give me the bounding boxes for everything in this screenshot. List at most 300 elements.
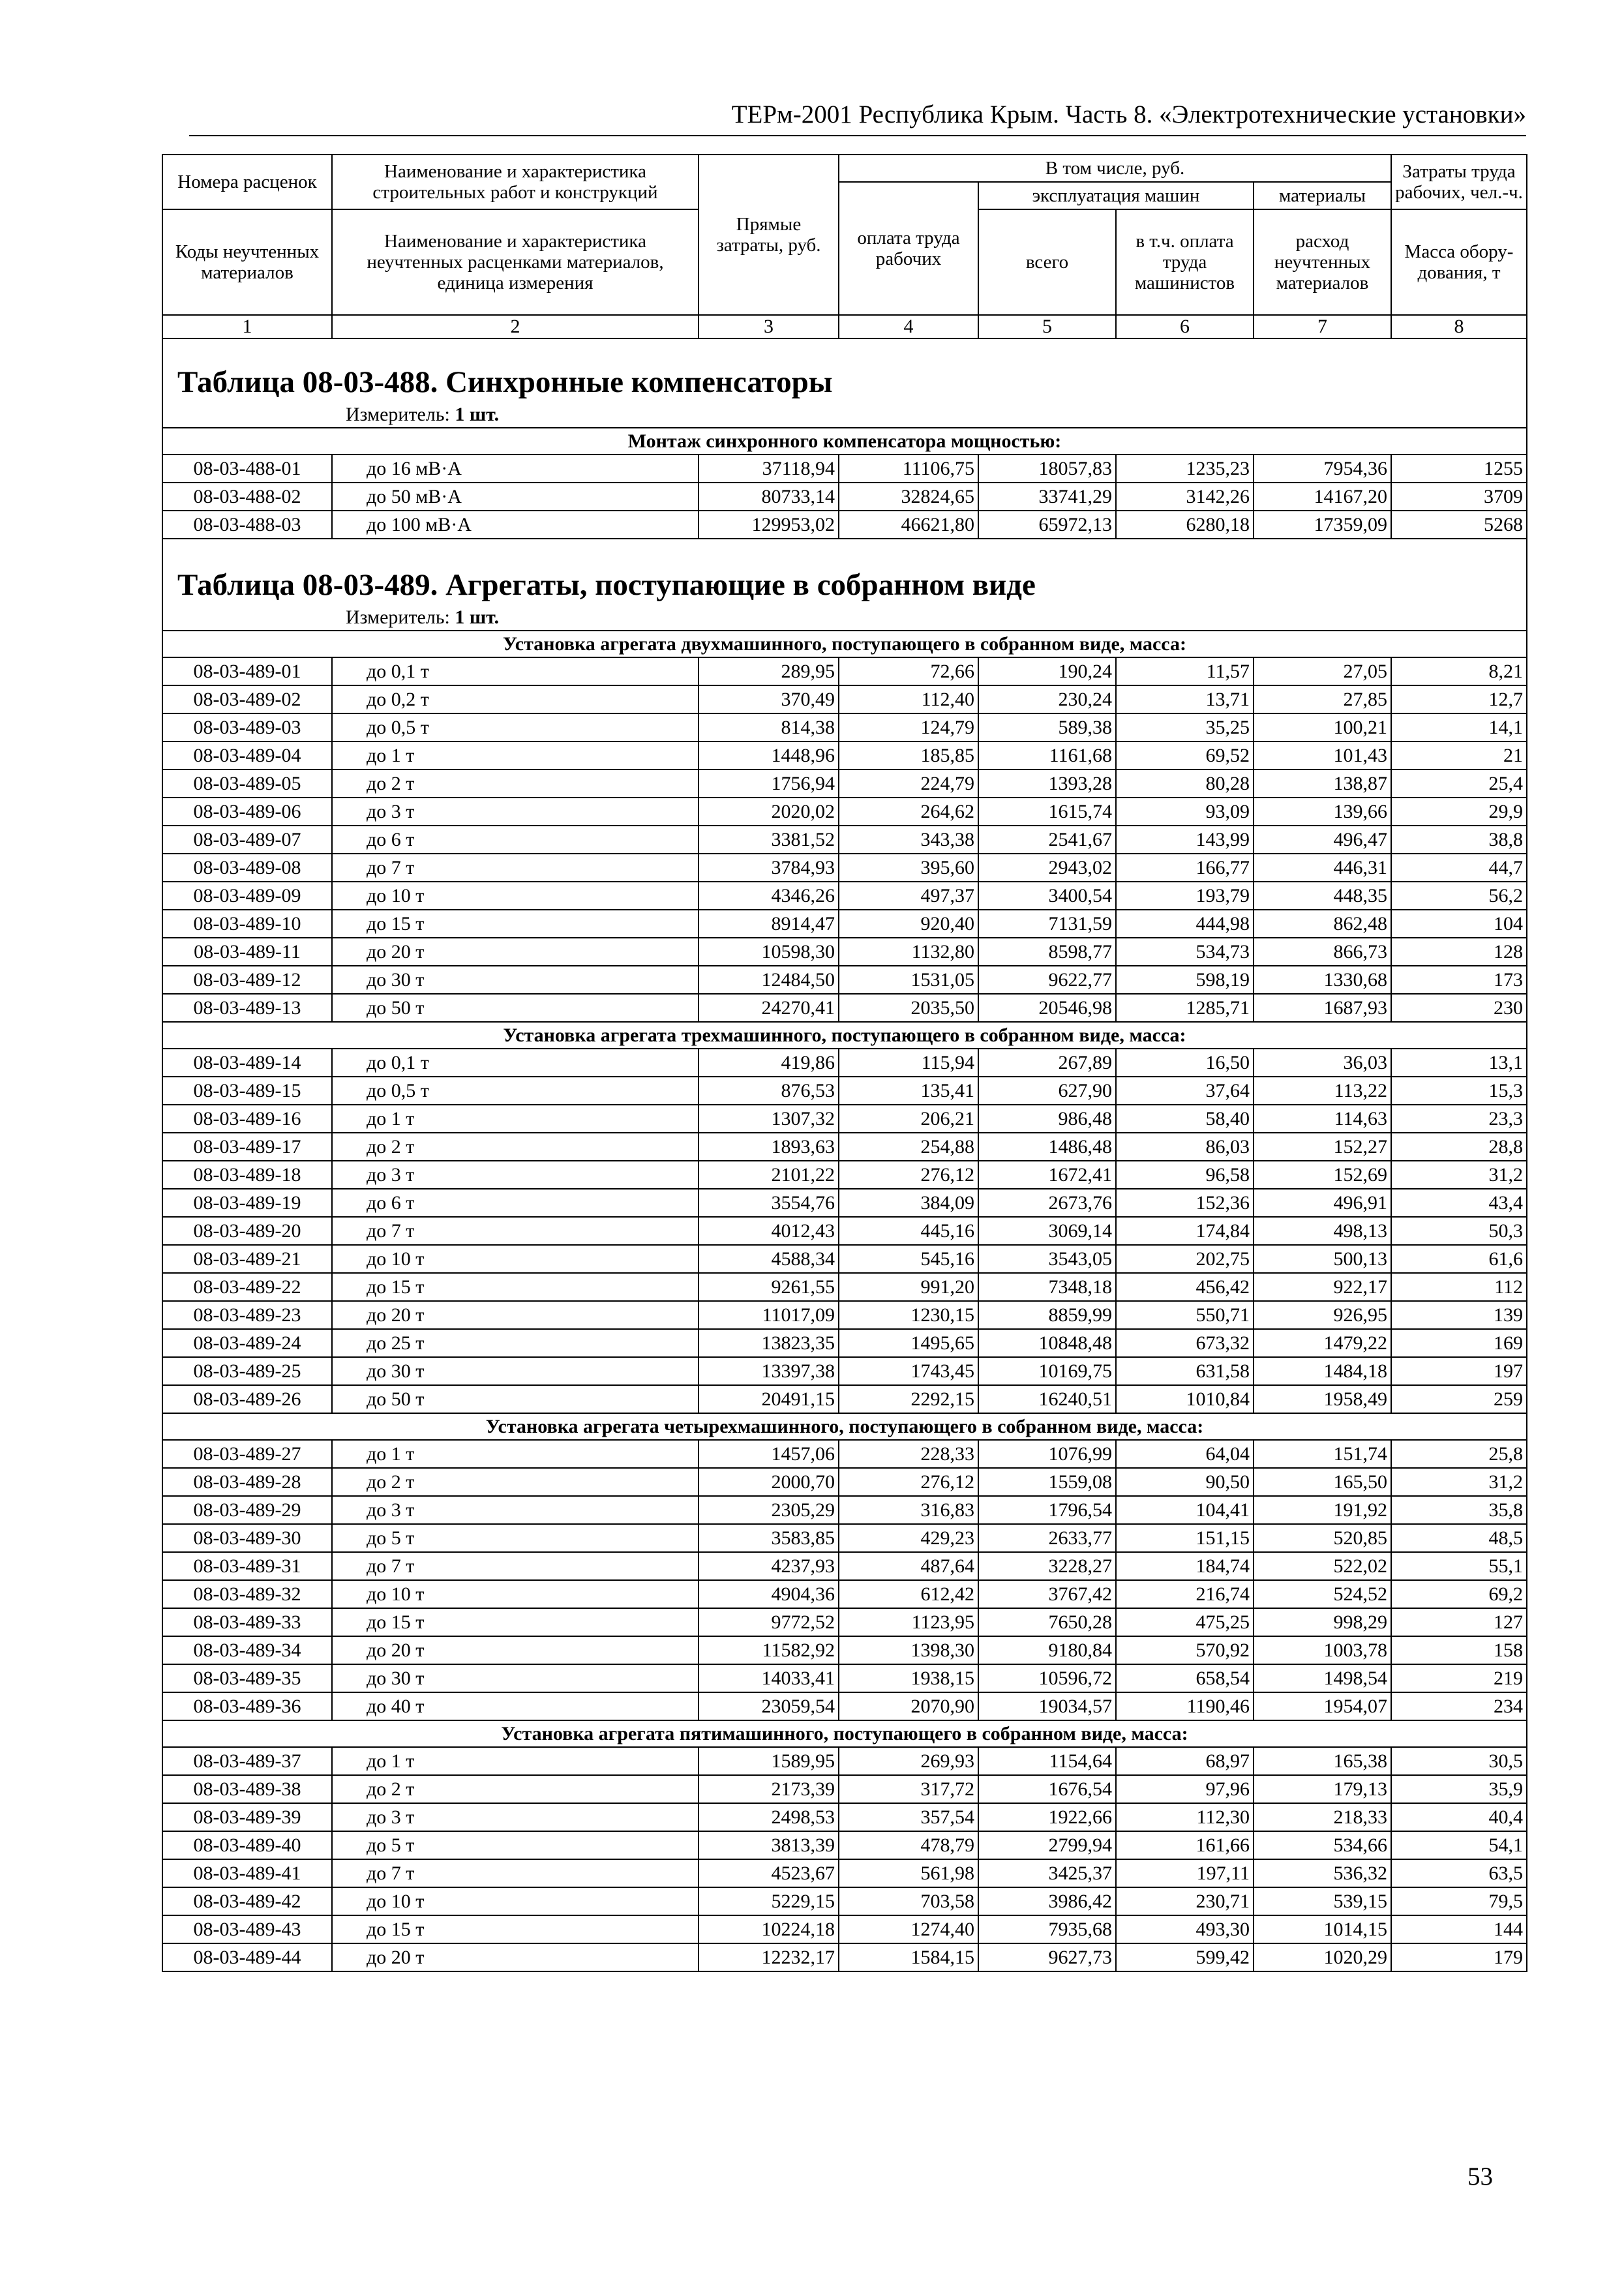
direct-costs: 24270,41 [699,994,839,1022]
group-header-row [162,1413,1527,1440]
worker-pay: 2292,15 [839,1385,978,1413]
worker-pay: 561,98 [839,1859,978,1887]
worker-pay: 478,79 [839,1831,978,1859]
labor-hours: 25,8 [1391,1440,1527,1468]
machine-costs: 2943,02 [978,854,1116,882]
work-name: до 6 т [332,826,699,854]
direct-costs: 419,86 [699,1049,839,1077]
work-name: до 10 т [332,1580,699,1608]
materials-cost: 534,66 [1254,1831,1391,1859]
measure-value: 1 шт. [455,606,500,628]
direct-costs: 814,38 [699,713,839,741]
machine-costs: 190,24 [978,657,1116,685]
materials-cost: 500,13 [1254,1245,1391,1273]
materials-cost: 998,29 [1254,1608,1391,1636]
machine-costs: 9180,84 [978,1636,1116,1664]
work-name: до 3 т [332,798,699,826]
materials-cost: 1020,29 [1254,1943,1391,1971]
operator-pay: 86,03 [1116,1133,1254,1161]
materials-cost: 1484,18 [1254,1357,1391,1385]
labor-hours: 169 [1391,1329,1527,1357]
rate-code: 08-03-489-35 [162,1664,332,1692]
operator-pay: 658,54 [1116,1664,1254,1692]
machine-costs: 9627,73 [978,1943,1116,1971]
labor-hours: 61,6 [1391,1245,1527,1273]
materials-cost: 862,48 [1254,910,1391,938]
labor-hours: 259 [1391,1385,1527,1413]
rate-code: 08-03-489-44 [162,1943,332,1971]
worker-pay: 276,12 [839,1161,978,1189]
operator-pay: 202,75 [1116,1245,1254,1273]
table-row [162,1803,1527,1831]
machine-costs: 2541,67 [978,826,1116,854]
operator-pay: 13,71 [1116,685,1254,713]
table-row [162,1915,1527,1943]
operator-pay: 58,40 [1116,1105,1254,1133]
table-row [162,994,1527,1022]
machine-costs: 3400,54 [978,882,1116,910]
machine-costs: 3425,37 [978,1859,1116,1887]
machine-costs: 8598,77 [978,938,1116,966]
measure-cell [162,605,1527,631]
table-row [162,910,1527,938]
labor-hours: 31,2 [1391,1161,1527,1189]
rate-code: 08-03-489-16 [162,1105,332,1133]
operator-pay: 631,58 [1116,1357,1254,1385]
direct-costs: 2305,29 [699,1496,839,1524]
work-name: до 0,1 т [332,657,699,685]
rate-code: 08-03-489-31 [162,1552,332,1580]
work-name: до 3 т [332,1496,699,1524]
materials-cost: 1330,68 [1254,966,1391,994]
table-row [162,1357,1527,1385]
operator-pay: 151,15 [1116,1524,1254,1552]
gap-cell [162,338,1527,363]
worker-pay: 1584,15 [839,1943,978,1971]
worker-pay: 276,12 [839,1468,978,1496]
materials-cost: 113,22 [1254,1077,1391,1105]
machine-costs: 1161,68 [978,741,1116,770]
machine-costs: 627,90 [978,1077,1116,1105]
worker-pay: 343,38 [839,826,978,854]
machine-costs: 267,89 [978,1049,1116,1077]
materials-cost: 138,87 [1254,770,1391,798]
table-gap [162,539,1527,565]
operator-pay: 3142,26 [1116,483,1254,511]
worker-pay: 920,40 [839,910,978,938]
operator-pay: 673,32 [1116,1329,1254,1357]
labor-hours: 44,7 [1391,854,1527,882]
machine-costs: 589,38 [978,713,1116,741]
worker-pay: 264,62 [839,798,978,826]
materials-cost: 1498,54 [1254,1664,1391,1692]
labor-hours: 35,8 [1391,1496,1527,1524]
operator-pay: 475,25 [1116,1608,1254,1636]
worker-pay: 254,88 [839,1133,978,1161]
rate-code: 08-03-489-12 [162,966,332,994]
worker-pay: 115,94 [839,1049,978,1077]
direct-costs: 80733,14 [699,483,839,511]
worker-pay: 395,60 [839,854,978,882]
rate-code: 08-03-489-03 [162,713,332,741]
labor-hours: 5268 [1391,511,1527,539]
operator-pay: 598,19 [1116,966,1254,994]
rate-code: 08-03-489-13 [162,994,332,1022]
group-title: Установка агрегата пятимашинного, поступающего в собранном виде, масса: [162,1720,1527,1747]
table-row [162,854,1527,882]
direct-costs: 4346,26 [699,882,839,910]
rate-code: 08-03-489-38 [162,1775,332,1803]
materials-cost: 496,91 [1254,1189,1391,1217]
worker-pay: 224,79 [839,770,978,798]
table-row [162,1859,1527,1887]
materials-cost: 1954,07 [1254,1692,1391,1720]
worker-pay: 316,83 [839,1496,978,1524]
worker-pay: 1743,45 [839,1357,978,1385]
table-row [162,1636,1527,1664]
table-gap [162,338,1527,363]
worker-pay: 46621,80 [839,511,978,539]
labor-hours: 30,5 [1391,1747,1527,1775]
direct-costs: 4904,36 [699,1580,839,1608]
measure-label: Измеритель: [346,606,450,628]
table-row [162,798,1527,826]
rate-code: 08-03-489-21 [162,1245,332,1273]
operator-pay: 1010,84 [1116,1385,1254,1413]
work-name: до 1 т [332,1747,699,1775]
materials-cost: 496,47 [1254,826,1391,854]
header-rate-numbers: Номера расценок [162,155,332,209]
operator-pay: 1285,71 [1116,994,1254,1022]
table-row [162,685,1527,713]
materials-cost: 152,69 [1254,1161,1391,1189]
worker-pay: 1132,80 [839,938,978,966]
page-number: 53 [1467,2162,1493,2191]
machine-costs: 10848,48 [978,1329,1116,1357]
rate-code: 08-03-489-23 [162,1301,332,1329]
operator-pay: 35,25 [1116,713,1254,741]
operator-pay: 68,97 [1116,1747,1254,1775]
machine-costs: 1154,64 [978,1747,1116,1775]
work-name: до 30 т [332,966,699,994]
operator-pay: 216,74 [1116,1580,1254,1608]
worker-pay: 1274,40 [839,1915,978,1943]
operator-pay: 152,36 [1116,1189,1254,1217]
materials-cost: 191,92 [1254,1496,1391,1524]
work-name: до 3 т [332,1803,699,1831]
materials-cost: 14167,20 [1254,483,1391,511]
work-name: до 2 т [332,770,699,798]
labor-hours: 127 [1391,1608,1527,1636]
header-material-codes: Коды неучтенных материалов [162,209,332,315]
measure-cell [162,402,1527,428]
labor-hours: 38,8 [1391,826,1527,854]
direct-costs: 3554,76 [699,1189,839,1217]
direct-costs: 3813,39 [699,1831,839,1859]
operator-pay: 184,74 [1116,1552,1254,1580]
materials-cost: 36,03 [1254,1049,1391,1077]
table-title-row [162,363,1527,402]
operator-pay: 80,28 [1116,770,1254,798]
worker-pay: 2070,90 [839,1692,978,1720]
operator-pay: 6280,18 [1116,511,1254,539]
worker-pay: 124,79 [839,713,978,741]
column-number: 7 [1254,315,1391,338]
group-header-row [162,631,1527,657]
labor-hours: 13,1 [1391,1049,1527,1077]
labor-hours: 63,5 [1391,1859,1527,1887]
work-name: до 20 т [332,938,699,966]
direct-costs: 3784,93 [699,854,839,882]
column-numbers-row [162,315,1527,338]
header-work-name: Наименование и характеристика строительных работ и конструкций [332,155,699,209]
table-row [162,1217,1527,1245]
group-title: Установка агрегата двухмашинного, поступающего в собранном виде, масса: [162,631,1527,657]
table-row [162,1245,1527,1273]
rate-code: 08-03-489-41 [162,1859,332,1887]
work-name: до 16 мВ·А [332,455,699,483]
worker-pay: 612,42 [839,1580,978,1608]
rate-code: 08-03-489-05 [162,770,332,798]
work-name: до 20 т [332,1636,699,1664]
operator-pay: 112,30 [1116,1803,1254,1831]
measure-row [162,605,1527,631]
table-row [162,713,1527,741]
direct-costs: 20491,15 [699,1385,839,1413]
column-number: 2 [332,315,699,338]
running-header [189,95,1526,136]
direct-costs: 5229,15 [699,1887,839,1915]
materials-cost: 218,33 [1254,1803,1391,1831]
rate-code: 08-03-489-43 [162,1915,332,1943]
table-row [162,770,1527,798]
operator-pay: 1190,46 [1116,1692,1254,1720]
machine-costs: 8859,99 [978,1301,1116,1329]
worker-pay: 269,93 [839,1747,978,1775]
work-name: до 30 т [332,1357,699,1385]
operator-pay: 570,92 [1116,1636,1254,1664]
materials-cost: 536,32 [1254,1859,1391,1887]
work-name: до 15 т [332,1608,699,1636]
work-name: до 50 т [332,1385,699,1413]
group-title: Установка агрегата трехмашинного, поступающего в собранном виде, масса: [162,1022,1527,1049]
table-body [162,155,1527,1971]
labor-hours: 128 [1391,938,1527,966]
header-unaccounted-materials: расход неучтенных материалов [1254,209,1391,315]
column-number: 1 [162,315,332,338]
header-direct-costs: Прямые затраты, руб. [699,155,839,315]
direct-costs: 370,49 [699,685,839,713]
labor-hours: 197 [1391,1357,1527,1385]
labor-hours: 40,4 [1391,1803,1527,1831]
direct-costs: 10598,30 [699,938,839,966]
rate-code: 08-03-489-40 [162,1831,332,1859]
direct-costs: 13823,35 [699,1329,839,1357]
materials-cost: 151,74 [1254,1440,1391,1468]
group-title: Установка агрегата четырехмашинного, поступающего в собранном виде, масса: [162,1413,1527,1440]
table-row [162,1831,1527,1859]
table-row [162,511,1527,539]
work-name: до 50 мВ·А [332,483,699,511]
work-name: до 6 т [332,1189,699,1217]
rate-code: 08-03-489-26 [162,1385,332,1413]
machine-costs: 1393,28 [978,770,1116,798]
labor-hours: 234 [1391,1692,1527,1720]
rate-code: 08-03-489-06 [162,798,332,826]
worker-pay: 545,16 [839,1245,978,1273]
labor-hours: 48,5 [1391,1524,1527,1552]
labor-hours: 69,2 [1391,1580,1527,1608]
materials-cost: 539,15 [1254,1887,1391,1915]
work-name: до 1 т [332,1440,699,1468]
labor-hours: 50,3 [1391,1217,1527,1245]
machine-costs: 10596,72 [978,1664,1116,1692]
machine-costs: 3228,27 [978,1552,1116,1580]
materials-cost: 17359,09 [1254,511,1391,539]
operator-pay: 104,41 [1116,1496,1254,1524]
materials-cost: 1014,15 [1254,1915,1391,1943]
rate-code: 08-03-489-14 [162,1049,332,1077]
table-row [162,1273,1527,1301]
rate-code: 08-03-489-25 [162,1357,332,1385]
direct-costs: 4588,34 [699,1245,839,1273]
table-row [162,1608,1527,1636]
work-name: до 2 т [332,1468,699,1496]
machine-costs: 1672,41 [978,1161,1116,1189]
rate-code: 08-03-489-04 [162,741,332,770]
worker-pay: 1398,30 [839,1636,978,1664]
labor-hours: 23,3 [1391,1105,1527,1133]
operator-pay: 166,77 [1116,854,1254,882]
operator-pay: 16,50 [1116,1049,1254,1077]
direct-costs: 37118,94 [699,455,839,483]
materials-cost: 165,38 [1254,1747,1391,1775]
machine-costs: 19034,57 [978,1692,1116,1720]
table-row [162,1775,1527,1803]
machine-costs: 1796,54 [978,1496,1116,1524]
direct-costs: 11017,09 [699,1301,839,1329]
worker-pay: 1495,65 [839,1329,978,1357]
table-row [162,938,1527,966]
machine-costs: 986,48 [978,1105,1116,1133]
worker-pay: 384,09 [839,1189,978,1217]
direct-costs: 23059,54 [699,1692,839,1720]
column-number: 6 [1116,315,1254,338]
worker-pay: 206,21 [839,1105,978,1133]
table-row [162,1664,1527,1692]
table-row [162,1887,1527,1915]
labor-hours: 158 [1391,1636,1527,1664]
rates-table [162,154,1527,1972]
rate-code: 08-03-489-22 [162,1273,332,1301]
machine-costs: 230,24 [978,685,1116,713]
materials-cost: 100,21 [1254,713,1391,741]
materials-cost: 446,31 [1254,854,1391,882]
labor-hours: 54,1 [1391,1831,1527,1859]
direct-costs: 4237,93 [699,1552,839,1580]
worker-pay: 2035,50 [839,994,978,1022]
materials-cost: 27,05 [1254,657,1391,685]
work-name: до 100 мВ·А [332,511,699,539]
table-row [162,1580,1527,1608]
table-row [162,1440,1527,1468]
operator-pay: 230,71 [1116,1887,1254,1915]
operator-pay: 93,09 [1116,798,1254,826]
materials-cost: 520,85 [1254,1524,1391,1552]
materials-cost: 866,73 [1254,938,1391,966]
rate-code: 08-03-489-20 [162,1217,332,1245]
operator-pay: 550,71 [1116,1301,1254,1329]
worker-pay: 228,33 [839,1440,978,1468]
direct-costs: 13397,38 [699,1357,839,1385]
operator-pay: 37,64 [1116,1077,1254,1105]
worker-pay: 72,66 [839,657,978,685]
materials-cost: 101,43 [1254,741,1391,770]
direct-costs: 9261,55 [699,1273,839,1301]
table-row [162,1524,1527,1552]
table-row [162,1077,1527,1105]
measure-value: 1 шт. [455,403,500,425]
direct-costs: 289,95 [699,657,839,685]
work-name: до 0,2 т [332,685,699,713]
table-row [162,1049,1527,1077]
group-header-row [162,428,1527,455]
direct-costs: 2498,53 [699,1803,839,1831]
machine-costs: 7131,59 [978,910,1116,938]
operator-pay: 96,58 [1116,1161,1254,1189]
materials-cost: 498,13 [1254,1217,1391,1245]
operator-pay: 444,98 [1116,910,1254,938]
direct-costs: 12484,50 [699,966,839,994]
direct-costs: 129953,02 [699,511,839,539]
rate-code: 08-03-489-10 [162,910,332,938]
work-name: до 15 т [332,910,699,938]
direct-costs: 4523,67 [699,1859,839,1887]
rate-code: 08-03-489-02 [162,685,332,713]
header-equipment-mass: Масса обору-дования, т [1391,209,1527,315]
materials-cost: 522,02 [1254,1552,1391,1580]
labor-hours: 25,4 [1391,770,1527,798]
labor-hours: 29,9 [1391,798,1527,826]
direct-costs: 8914,47 [699,910,839,938]
work-name: до 0,5 т [332,1077,699,1105]
direct-costs: 4012,43 [699,1217,839,1245]
direct-costs: 2000,70 [699,1468,839,1496]
work-name: до 1 т [332,1105,699,1133]
operator-pay: 161,66 [1116,1831,1254,1859]
worker-pay: 429,23 [839,1524,978,1552]
materials-cost: 1958,49 [1254,1385,1391,1413]
column-number: 4 [839,315,978,338]
labor-hours: 15,3 [1391,1077,1527,1105]
rate-code: 08-03-489-01 [162,657,332,685]
worker-pay: 112,40 [839,685,978,713]
worker-pay: 135,41 [839,1077,978,1105]
direct-costs: 1893,63 [699,1133,839,1161]
labor-hours: 8,21 [1391,657,1527,685]
rate-code: 08-03-489-42 [162,1887,332,1915]
rate-code: 08-03-489-33 [162,1608,332,1636]
labor-hours: 179 [1391,1943,1527,1971]
header-operator-pay: в т.ч. оплата труда машинистов [1116,209,1254,315]
direct-costs: 1756,94 [699,770,839,798]
labor-hours: 28,8 [1391,1133,1527,1161]
labor-hours: 230 [1391,994,1527,1022]
labor-hours: 112 [1391,1273,1527,1301]
labor-hours: 43,4 [1391,1189,1527,1217]
table-row [162,455,1527,483]
operator-pay: 143,99 [1116,826,1254,854]
